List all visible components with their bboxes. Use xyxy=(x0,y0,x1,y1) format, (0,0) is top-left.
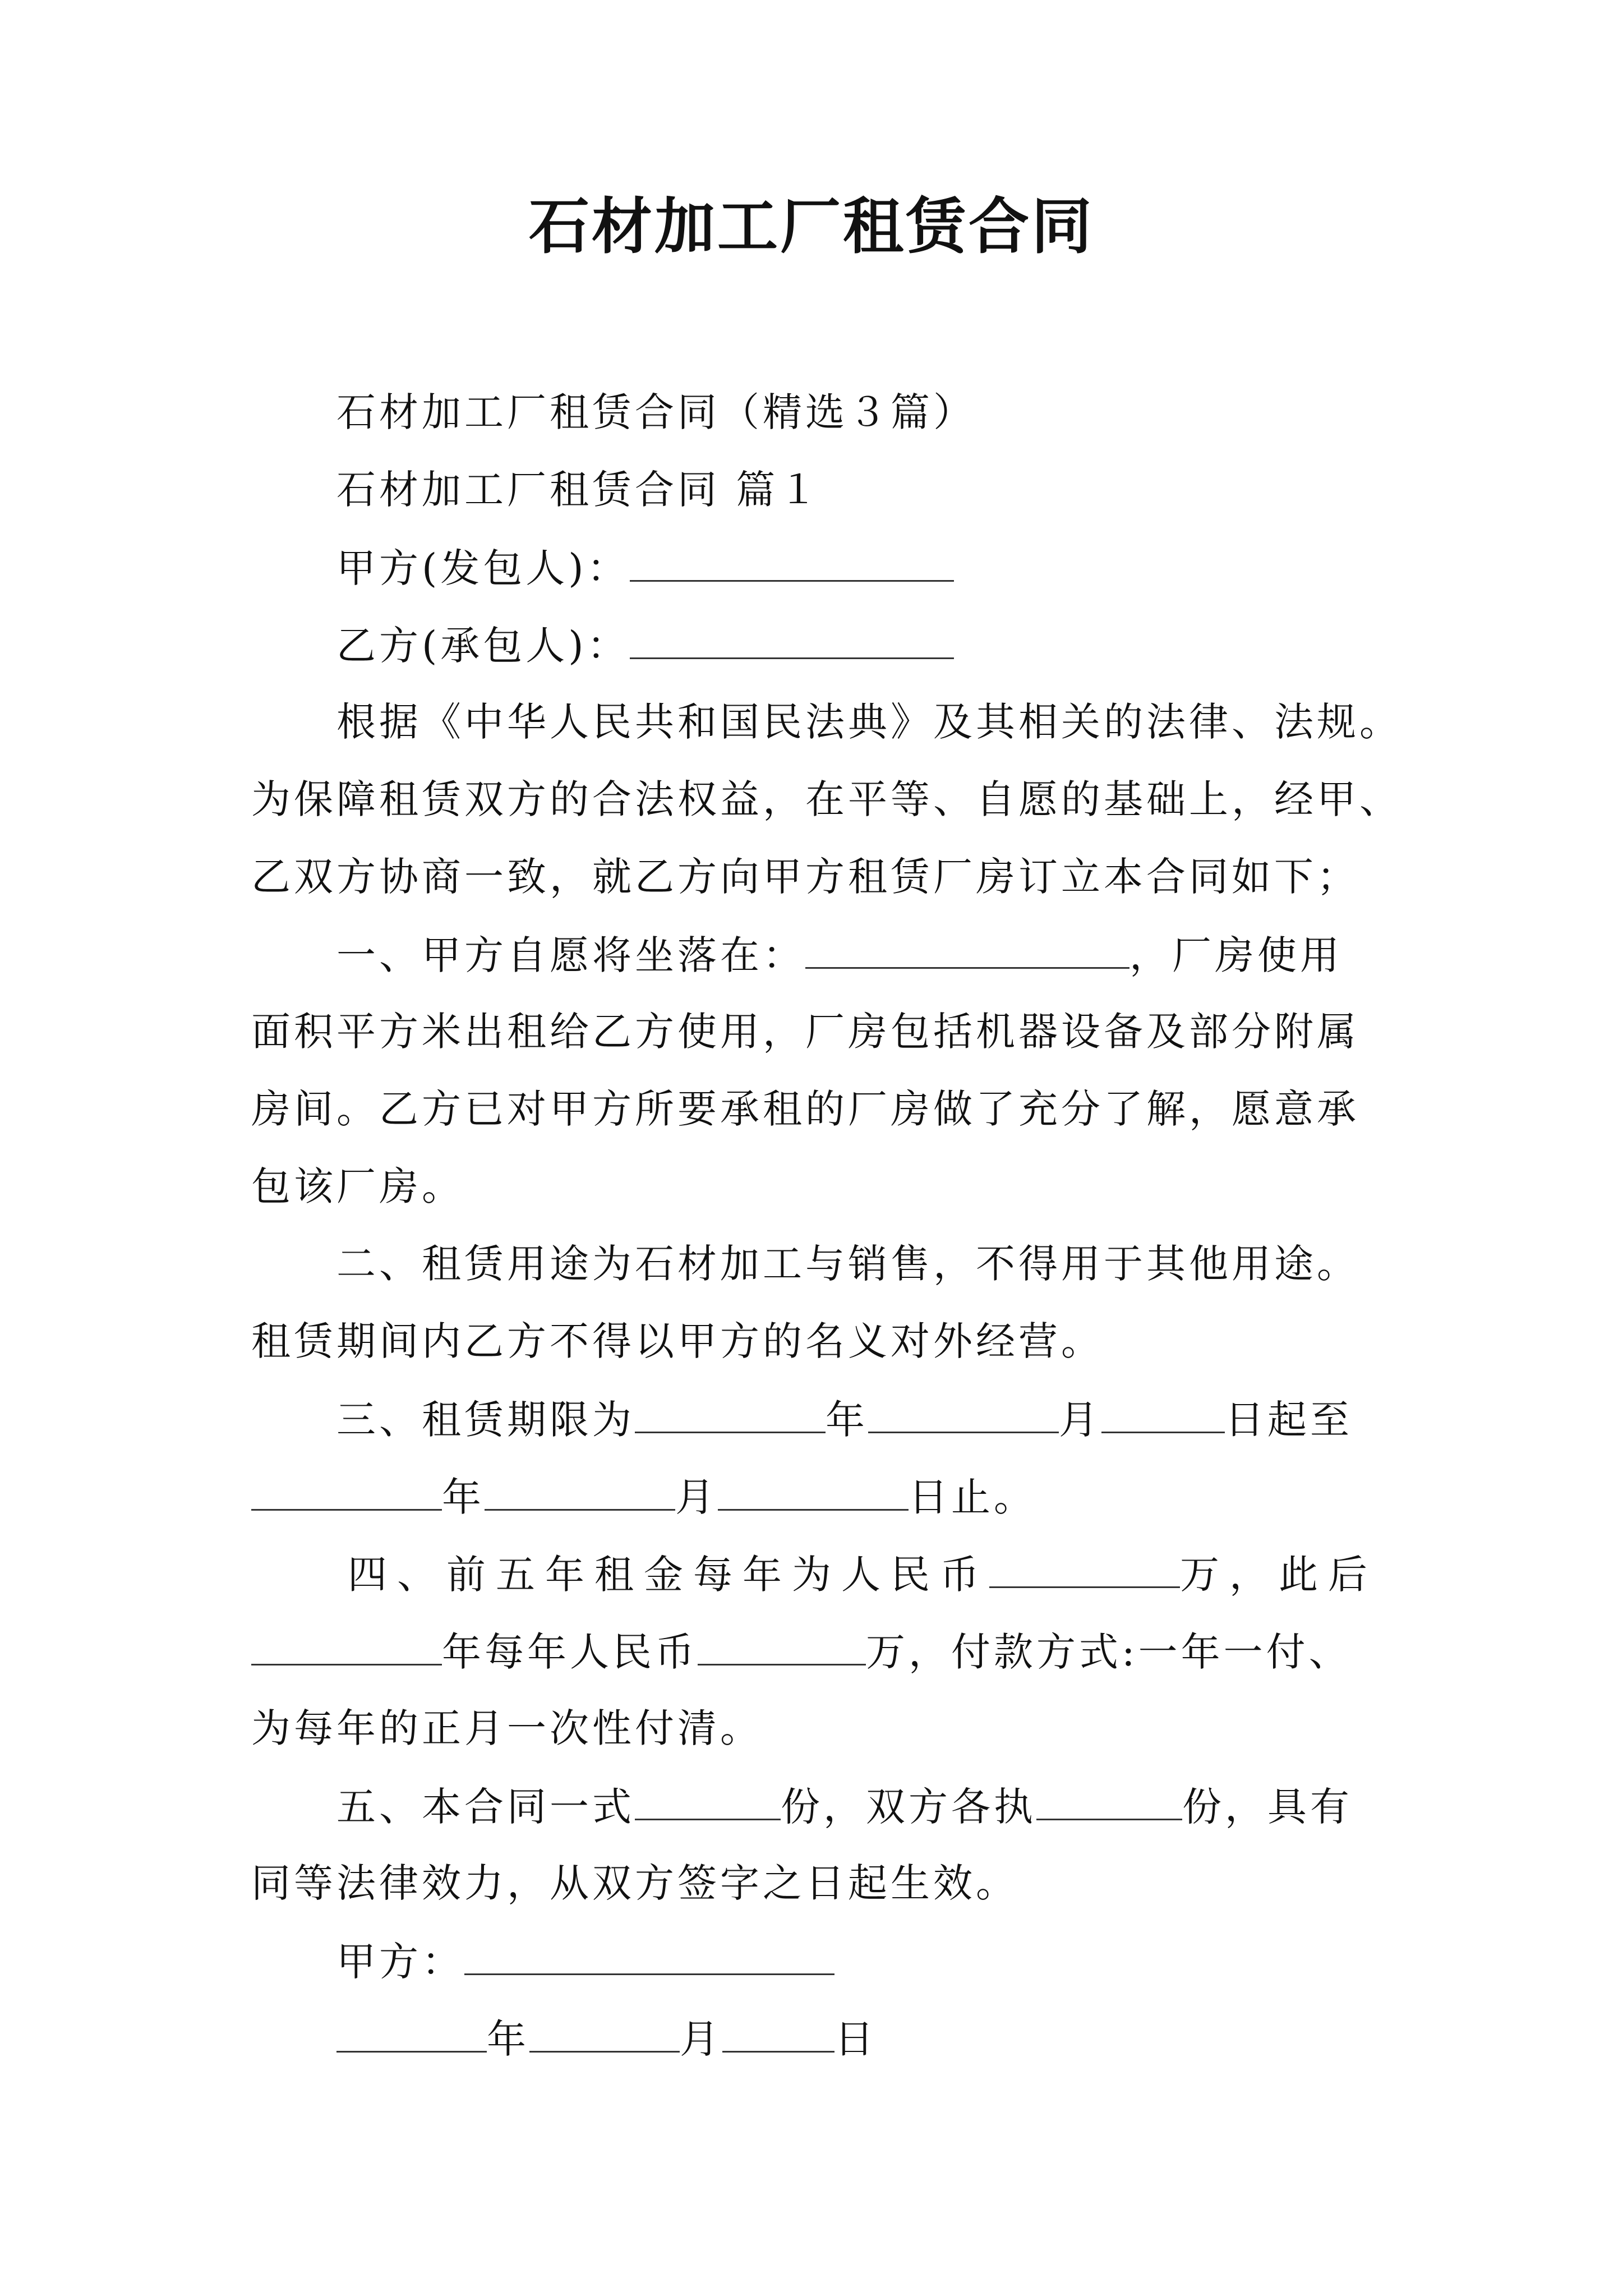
clause-4-start: 四、前五年租金每年为人民币 xyxy=(348,1552,989,1598)
paragraph-3-line-1: 二、租赁用途为石材加工与销售，不得用于其他用途。 xyxy=(336,1241,1359,1287)
copies-blank xyxy=(635,1786,781,1820)
party-b-label: 乙方(承包人)： xyxy=(336,623,630,669)
sign-month-blank xyxy=(529,2018,680,2053)
clause-1-start: 一、甲方自愿将坐落在： xyxy=(336,932,805,978)
paragraph-2-line-3: 房间。乙方已对甲方所要承租的厂房做了充分了解，愿意承 xyxy=(251,1086,1359,1132)
signature-party-a-label: 甲方： xyxy=(336,1939,464,1985)
party-a-blank xyxy=(630,547,954,582)
year-label: 年 xyxy=(826,1397,868,1443)
paragraph-1-line-2: 为保障租赁双方的合法权益，在平等、自愿的基础上，经甲、 xyxy=(251,776,1402,822)
rent-amount-blank xyxy=(989,1554,1180,1588)
signature-party-a-line xyxy=(336,1939,834,1985)
paragraph-2-line-2: 面积平方米出租给乙方使用，厂房包括机器设备及部分附属 xyxy=(251,1009,1359,1055)
party-a-line xyxy=(336,545,954,591)
start-day-blank xyxy=(1101,1399,1225,1433)
effect-label: 份，具有 xyxy=(1182,1784,1353,1830)
signature-party-a-blank xyxy=(464,1941,834,1975)
end-day-blank xyxy=(718,1476,909,1511)
party-b-blank xyxy=(630,625,954,659)
paragraph-3-line-2: 租赁期间内乙方不得以甲方的名义对外经营。 xyxy=(251,1318,1104,1364)
sign-day-label: 日 xyxy=(834,2016,877,2062)
sign-year-label: 年 xyxy=(487,2016,529,2062)
sign-year-blank xyxy=(336,2018,487,2053)
end-month-blank xyxy=(485,1476,675,1511)
clause-4-after: 万，此后 xyxy=(1180,1552,1377,1598)
signature-date-line xyxy=(336,2016,877,2062)
paragraph-1-line-1: 根据《中华人民共和国民法典》及其相关的法律、法规。 xyxy=(336,699,1402,745)
payment-method-text: 万，付款方式:一年一付、 xyxy=(866,1629,1352,1675)
clause-3-start: 三、租赁期限为 xyxy=(336,1397,635,1443)
year-label: 年 xyxy=(442,1474,485,1520)
month-label: 月 xyxy=(675,1474,718,1520)
yearly-rent-label: 年每年人民币 xyxy=(442,1629,698,1675)
paragraph-2-line-4: 包该厂房。 xyxy=(251,1163,464,1209)
section-heading: 石材加工厂租赁合同 篇１ xyxy=(336,467,822,513)
party-b-line xyxy=(336,623,954,669)
paragraph-4-line-1 xyxy=(336,1397,1353,1443)
end-year-blank xyxy=(251,1476,442,1511)
start-year-blank xyxy=(635,1399,826,1433)
sign-month-label: 月 xyxy=(680,2016,722,2062)
each-party-label: 份，双方各执 xyxy=(781,1784,1036,1830)
paragraph-2-line-1 xyxy=(336,932,1343,978)
years-after-blank xyxy=(251,1631,442,1665)
paragraph-6-line-1 xyxy=(336,1784,1353,1830)
location-blank xyxy=(805,935,1129,969)
paragraph-4-line-2 xyxy=(251,1474,1036,1520)
subtitle: 石材加工厂租赁合同（精选３篇） xyxy=(336,389,976,435)
month-label: 月 xyxy=(1059,1397,1101,1443)
sign-day-blank xyxy=(722,2018,834,2053)
paragraph-6-line-2: 同等法律效力，从双方签字之日起生效。 xyxy=(251,1860,1018,1906)
later-rent-blank xyxy=(698,1631,866,1665)
document-title: 石材加工厂租赁合同 xyxy=(528,191,1094,262)
to-label: 日止。 xyxy=(909,1474,1036,1520)
start-month-blank xyxy=(868,1399,1059,1433)
paragraph-5-line-3: 为每年的正月一次性付清。 xyxy=(251,1705,763,1751)
clause-1-end: ，厂房使用 xyxy=(1129,932,1343,978)
paragraph-5-line-1 xyxy=(348,1552,1377,1598)
from-label: 日起至 xyxy=(1225,1397,1353,1443)
each-copies-blank xyxy=(1036,1786,1182,1820)
party-a-label: 甲方(发包人)： xyxy=(336,545,630,591)
paragraph-5-line-2 xyxy=(251,1629,1352,1675)
clause-5-start: 五、本合同一式 xyxy=(336,1784,635,1830)
paragraph-1-line-3: 乙双方协商一致，就乙方向甲方租赁厂房订立本合同如下； xyxy=(251,854,1359,900)
